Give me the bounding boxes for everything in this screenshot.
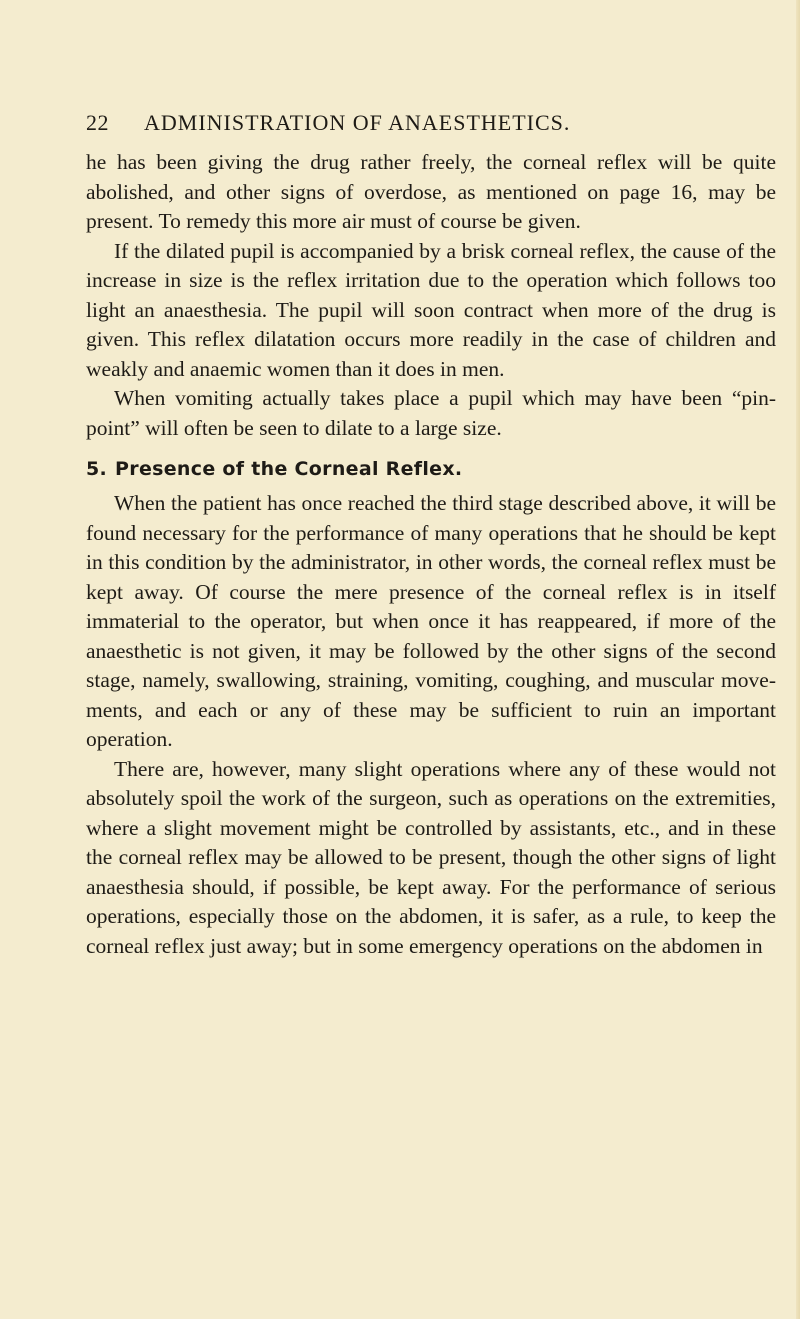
paragraph: There are, however, many slight operations where any of these would not absolutely spoil the work of the surgeon, such as operations on the extremities, where a slight movement might be controlled by assistants, etc., and in these the corneal reflex may be allowed to be present, though the other signs of light anaesthesia should, if possible, be kept away. For the performance of serious operations, especially those on the abdomen, it is safer, as a rule, to keep the corneal reflex just away; but in some emergency operations on the abdomen in: [86, 756, 776, 958]
page-header: [86, 110, 786, 140]
paragraph: When the patient has once reached the third stage described above, it will be found necessary for the performance of many operations that he should be kept in this condition by the administrator, in other words, the corneal reflex must be kept away. Of course the mere presence of the corneal reflex is in itself immaterial to the operator, but when once it has reappeared, if more of the anaesthetic is not given, it may be followed by the other signs of the second stage, namely, swallowing, straining, vomiting, coughing, and muscular movements, and each or any of these may be sufficient to ruin an important operation.: [86, 491, 776, 751]
section-number: 5.: [86, 458, 108, 480]
body-text: [86, 148, 776, 961]
section-heading: [86, 457, 776, 481]
paragraph: he has been giving the drug rather freely, the corneal reflex will be quite abolished, and other signs of overdose, as mentioned on page 16, may be present. To remedy this more air must of course be given.: [86, 150, 776, 233]
running-head: ADMINISTRATION OF ANAESTHETICS.: [144, 110, 571, 135]
paragraph: If the dilated pupil is accompanied by a brisk corneal reflex, the cause of the increase in size is the reflex irritation due to the operation which follows too light an anaesthesia. The pupil will soon contract when more of the drug is given. This reflex dilatation occurs more readily in the case of children and weakly and anaemic women than it does in men.: [86, 238, 776, 381]
paragraph: When vomiting actually takes place a pupil which may have been “pin-point” will often be seen to dilate to a large size.: [86, 386, 776, 440]
page-number: 22: [86, 110, 109, 135]
page-edge: [796, 0, 800, 1319]
section-title: Presence of the Corneal Reflex.: [115, 458, 463, 480]
